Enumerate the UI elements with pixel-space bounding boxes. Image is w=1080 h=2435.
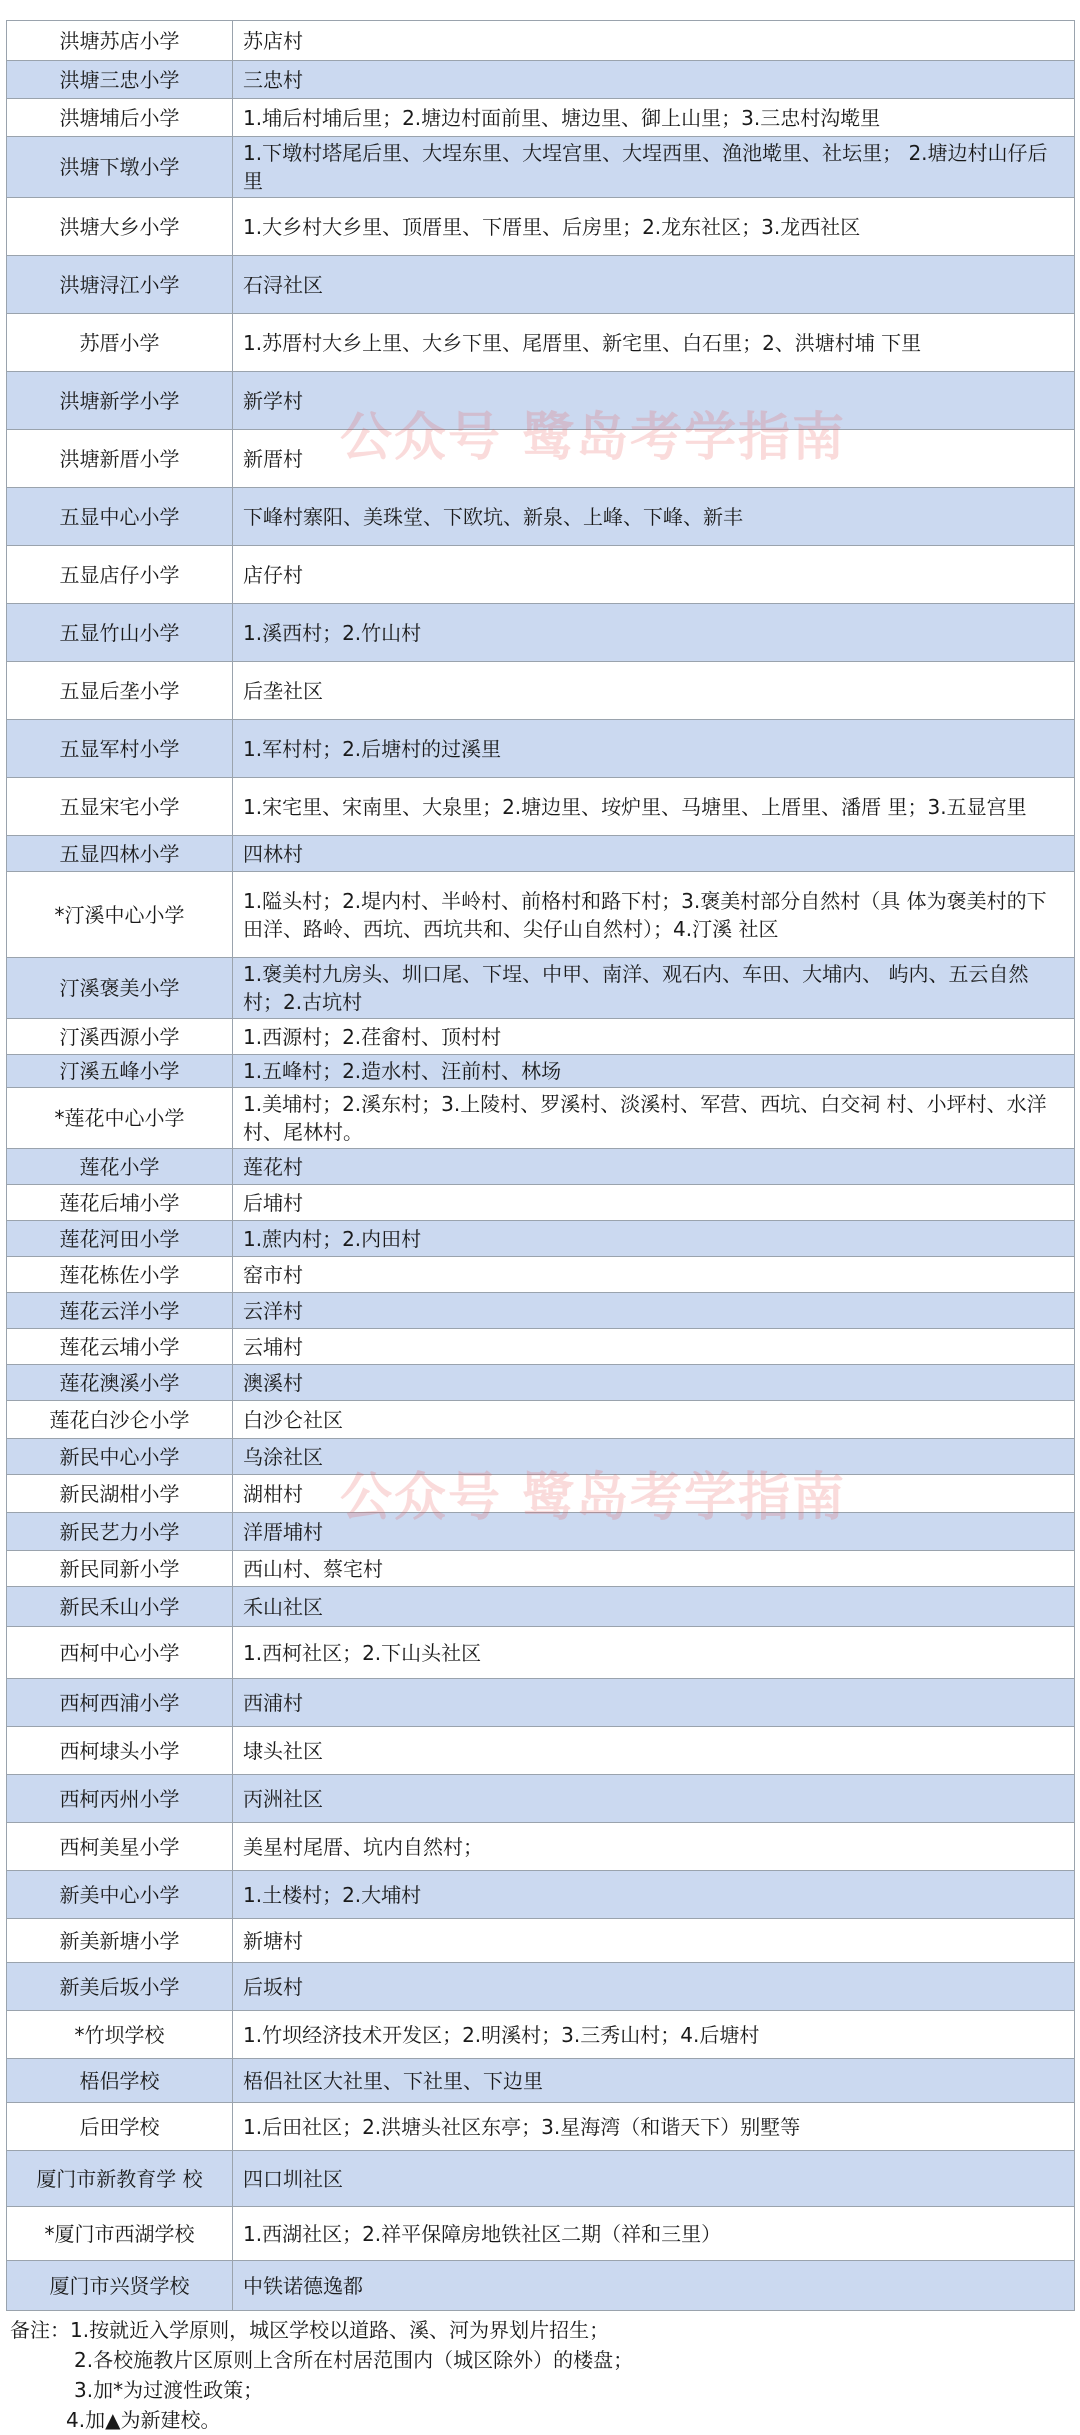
table-row: [7, 1775, 1075, 1823]
school-name-cell: 西柯美星小学: [7, 1823, 233, 1871]
enrollment-area-cell: 1.蔗内村；2.内田村: [233, 1221, 1075, 1257]
enrollment-area-cell: 1.下墩村塔尾后里、大埕东里、大埕宫里、大埕西里、渔池墘里、社坛里； 2.塘边村山仔后里: [233, 137, 1075, 198]
table-row: [7, 1919, 1075, 1963]
enrollment-area-cell: 1.土楼村；2.大埔村: [233, 1871, 1075, 1919]
school-name-cell: 西柯丙州小学: [7, 1775, 233, 1823]
enrollment-area-cell: 1.溪西村；2.竹山村: [233, 604, 1075, 662]
enrollment-area-cell: 新塘村: [233, 1919, 1075, 1963]
table-row: [7, 2207, 1075, 2261]
school-district-table: [6, 20, 1075, 2311]
table-row: [7, 21, 1075, 61]
note-line-3: 3.加*为过渡性政策；: [74, 2378, 264, 2402]
enrollment-area-cell: 苏店村: [233, 21, 1075, 61]
table-row: [7, 488, 1075, 546]
table-row: [7, 1727, 1075, 1775]
table-row: [7, 778, 1075, 836]
enrollment-area-cell: 1.苏厝村大乡上里、大乡下里、尾厝里、新宅里、白石里；2、洪塘村埔 下里: [233, 314, 1075, 372]
table-row: [7, 2059, 1075, 2103]
enrollment-area-cell: 莲花村: [233, 1149, 1075, 1185]
table-row: [7, 1257, 1075, 1293]
enrollment-area-cell: 云洋村: [233, 1293, 1075, 1329]
school-name-cell: 新美中心小学: [7, 1871, 233, 1919]
school-name-cell: *竹坝学校: [7, 2011, 233, 2059]
table-row: [7, 1149, 1075, 1185]
school-name-cell: 新美后坂小学: [7, 1963, 233, 2011]
table-row: [7, 2011, 1075, 2059]
enrollment-area-cell: 梧侣社区大社里、下社里、下边里: [233, 2059, 1075, 2103]
enrollment-area-cell: 美星村尾厝、坑内自然村；: [233, 1823, 1075, 1871]
school-name-cell: 汀溪西源小学: [7, 1019, 233, 1055]
enrollment-area-cell: 1.埔后村埔后里；2.塘边村面前里、塘边里、御上山里；3.三忠村沟墘里: [233, 99, 1075, 137]
school-name-cell: 新民艺力小学: [7, 1513, 233, 1551]
school-name-cell: 新民中心小学: [7, 1439, 233, 1475]
enrollment-area-cell: 店仔村: [233, 546, 1075, 604]
enrollment-area-cell: 1.军村村；2.后塘村的过溪里: [233, 720, 1075, 778]
school-name-cell: 洪塘三忠小学: [7, 61, 233, 99]
enrollment-area-cell: 丙洲社区: [233, 1775, 1075, 1823]
table-row: [7, 1475, 1075, 1513]
school-name-cell: 莲花澳溪小学: [7, 1365, 233, 1401]
enrollment-area-cell: 四口圳社区: [233, 2151, 1075, 2207]
school-name-cell: 洪塘浔江小学: [7, 256, 233, 314]
enrollment-area-cell: 窑市村: [233, 1257, 1075, 1293]
table-row: [7, 836, 1075, 872]
school-name-cell: 厦门市新教育学 校: [7, 2151, 233, 2207]
school-name-cell: 莲花白沙仑小学: [7, 1401, 233, 1439]
table-row: [7, 1293, 1075, 1329]
enrollment-area-cell: 四林村: [233, 836, 1075, 872]
enrollment-area-cell: 湖柑村: [233, 1475, 1075, 1513]
school-name-cell: 五显军村小学: [7, 720, 233, 778]
school-name-cell: 洪塘埔后小学: [7, 99, 233, 137]
school-name-cell: 新美新塘小学: [7, 1919, 233, 1963]
school-name-cell: 五显店仔小学: [7, 546, 233, 604]
table-row: [7, 1513, 1075, 1551]
school-name-cell: 新民同新小学: [7, 1551, 233, 1587]
table-row: [7, 1221, 1075, 1257]
table-row: [7, 61, 1075, 99]
school-name-cell: 五显竹山小学: [7, 604, 233, 662]
school-name-cell: *汀溪中心小学: [7, 872, 233, 958]
school-name-cell: 洪塘苏店小学: [7, 21, 233, 61]
enrollment-area-cell: 1.大乡村大乡里、顶厝里、下厝里、后房里；2.龙东社区；3.龙西社区: [233, 198, 1075, 256]
school-name-cell: 莲花云埔小学: [7, 1329, 233, 1365]
enrollment-area-cell: 新厝村: [233, 430, 1075, 488]
watermark-top: 公众号 鹭岛考学指南: [340, 408, 847, 468]
table-row: [7, 2103, 1075, 2151]
enrollment-area-cell: 1.竹坝经济技术开发区；2.明溪村；3.三秀山村；4.后塘村: [233, 2011, 1075, 2059]
table-row: [7, 2261, 1075, 2311]
enrollment-area-cell: 埭头社区: [233, 1727, 1075, 1775]
school-name-cell: *莲花中心小学: [7, 1088, 233, 1149]
note-line-4: 4.加▲为新建校。: [66, 2408, 221, 2432]
school-name-cell: 莲花栋佐小学: [7, 1257, 233, 1293]
table-body: [7, 21, 1075, 2311]
table-row: [7, 314, 1075, 372]
school-name-cell: 五显宋宅小学: [7, 778, 233, 836]
enrollment-area-cell: 西山村、蔡宅村: [233, 1551, 1075, 1587]
table-row: [7, 372, 1075, 430]
enrollment-area-cell: 乌涂社区: [233, 1439, 1075, 1475]
table-row: [7, 720, 1075, 778]
enrollment-area-cell: 澳溪村: [233, 1365, 1075, 1401]
table-row: [7, 1679, 1075, 1727]
table-row: [7, 1329, 1075, 1365]
enrollment-area-cell: 后埔村: [233, 1185, 1075, 1221]
table-row: [7, 546, 1075, 604]
table-row: [7, 1365, 1075, 1401]
table-row: [7, 958, 1075, 1019]
school-name-cell: 后田学校: [7, 2103, 233, 2151]
school-district-table-sheet: [6, 20, 1074, 2435]
enrollment-area-cell: 下峰村寨阳、美珠堂、下欧坑、新泉、上峰、下峰、新丰: [233, 488, 1075, 546]
enrollment-area-cell: 三忠村: [233, 61, 1075, 99]
table-row: [7, 1439, 1075, 1475]
enrollment-area-cell: 后垄社区: [233, 662, 1075, 720]
enrollment-area-cell: 1.西湖社区；2.祥平保障房地铁社区二期（祥和三里）: [233, 2207, 1075, 2261]
table-row: [7, 430, 1075, 488]
table-row: [7, 1019, 1075, 1055]
school-name-cell: 汀溪褒美小学: [7, 958, 233, 1019]
enrollment-area-cell: 后坂村: [233, 1963, 1075, 2011]
school-name-cell: 汀溪五峰小学: [7, 1055, 233, 1088]
note-line-1: 备注：1.按就近入学原则，城区学校以道路、溪、河为界划片招生；: [10, 2318, 610, 2342]
table-row: [7, 2151, 1075, 2207]
enrollment-area-cell: 新学村: [233, 372, 1075, 430]
table-row: [7, 1055, 1075, 1088]
enrollment-area-cell: 石浔社区: [233, 256, 1075, 314]
table-row: [7, 872, 1075, 958]
enrollment-area-cell: 1.西源村；2.荏畲村、顶村村: [233, 1019, 1075, 1055]
table-row: [7, 1587, 1075, 1627]
table-row: [7, 662, 1075, 720]
school-name-cell: 新民湖柑小学: [7, 1475, 233, 1513]
enrollment-area-cell: 1.西柯社区；2.下山头社区: [233, 1627, 1075, 1679]
school-name-cell: 梧侣学校: [7, 2059, 233, 2103]
school-name-cell: 洪塘新学小学: [7, 372, 233, 430]
school-name-cell: 苏厝小学: [7, 314, 233, 372]
watermark-middle: 公众号 鹭岛考学指南: [340, 1468, 847, 1528]
table-row: [7, 1401, 1075, 1439]
school-name-cell: *厦门市西湖学校: [7, 2207, 233, 2261]
school-name-cell: 洪塘新厝小学: [7, 430, 233, 488]
enrollment-area-cell: 洋厝埔村: [233, 1513, 1075, 1551]
table-row: [7, 1963, 1075, 2011]
enrollment-area-cell: 1.美埔村；2.溪东村；3.上陵村、罗溪村、淡溪村、军营、西坑、白交祠 村、小坪村、水洋村、尾林村。: [233, 1088, 1075, 1149]
enrollment-area-cell: 1.后田社区；2.洪塘头社区东亭；3.星海湾（和谐天下）别墅等: [233, 2103, 1075, 2151]
school-name-cell: 莲花小学: [7, 1149, 233, 1185]
table-row: [7, 1627, 1075, 1679]
table-row: [7, 256, 1075, 314]
enrollment-area-cell: 1.褒美村九房头、圳口尾、下埕、中甲、南洋、观石内、车田、大埔内、 屿内、五云自然村；2.古坑村: [233, 958, 1075, 1019]
note-line-2: 2.各校施教片区原则上含所在村居范围内（城区除外）的楼盘；: [74, 2348, 634, 2372]
notes-block: [6, 2311, 1074, 2435]
school-name-cell: 西柯中心小学: [7, 1627, 233, 1679]
table-row: [7, 1551, 1075, 1587]
table-row: [7, 99, 1075, 137]
school-name-cell: 莲花后埔小学: [7, 1185, 233, 1221]
table-row: [7, 604, 1075, 662]
table-row: [7, 1185, 1075, 1221]
enrollment-area-cell: 白沙仑社区: [233, 1401, 1075, 1439]
school-name-cell: 新民禾山小学: [7, 1587, 233, 1627]
table-row: [7, 1823, 1075, 1871]
school-name-cell: 五显四林小学: [7, 836, 233, 872]
school-name-cell: 西柯西浦小学: [7, 1679, 233, 1727]
table-row: [7, 198, 1075, 256]
enrollment-area-cell: 1.五峰村；2.造水村、汪前村、林场: [233, 1055, 1075, 1088]
enrollment-area-cell: 中铁诺德逸都: [233, 2261, 1075, 2311]
school-name-cell: 莲花云洋小学: [7, 1293, 233, 1329]
school-name-cell: 五显后垄小学: [7, 662, 233, 720]
school-name-cell: 西柯埭头小学: [7, 1727, 233, 1775]
enrollment-area-cell: 云埔村: [233, 1329, 1075, 1365]
school-name-cell: 五显中心小学: [7, 488, 233, 546]
table-row: [7, 1088, 1075, 1149]
school-name-cell: 厦门市兴贤学校: [7, 2261, 233, 2311]
enrollment-area-cell: 禾山社区: [233, 1587, 1075, 1627]
enrollment-area-cell: 1.隘头村；2.堤内村、半岭村、前格村和路下村；3.褒美村部分自然村（具 体为褒美村的下田洋、路岭、西坑、西坑共和、尖仔山自然村）；4.汀溪 社区: [233, 872, 1075, 958]
table-row: [7, 1871, 1075, 1919]
school-name-cell: 洪塘下墩小学: [7, 137, 233, 198]
school-name-cell: 莲花河田小学: [7, 1221, 233, 1257]
enrollment-area-cell: 1.宋宅里、宋南里、大泉里；2.塘边里、垵炉里、马塘里、上厝里、潘厝 里；3.五显宫里: [233, 778, 1075, 836]
table-row: [7, 137, 1075, 198]
enrollment-area-cell: 西浦村: [233, 1679, 1075, 1727]
school-name-cell: 洪塘大乡小学: [7, 198, 233, 256]
